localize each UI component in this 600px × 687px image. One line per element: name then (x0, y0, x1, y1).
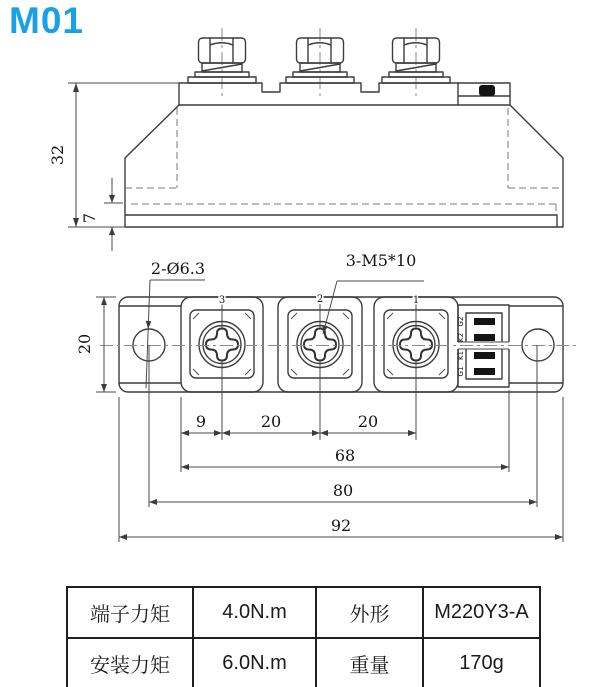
phillips-screw (199, 322, 245, 368)
bolt-terminal (188, 28, 256, 99)
terminal-number-3: 3 (218, 295, 226, 306)
dim-pitch-20a: 20 (260, 412, 282, 431)
dim-32: 32 (48, 144, 67, 166)
dim-68: 68 (334, 446, 356, 465)
outline-label: 外形 (316, 587, 423, 638)
pin-label-k2: K2 (457, 332, 465, 343)
page-title: M01 (9, 0, 84, 41)
weight-value: 170g (423, 638, 540, 687)
table-row (67, 587, 540, 638)
dim-pitch-9: 9 (195, 412, 207, 431)
dim-depth-20: 20 (75, 333, 94, 355)
top-view (100, 294, 580, 440)
spec-table (66, 586, 541, 687)
mounting-torque-label: 安装力矩 (67, 638, 193, 687)
outline-value: M220Y3-A (423, 587, 540, 638)
table-row (67, 638, 540, 687)
dim-7: 7 (80, 212, 99, 224)
pin-label-k1: K1 (457, 350, 465, 361)
side-view (125, 28, 563, 227)
mounting-torque-value: 6.0N.m (193, 638, 316, 687)
dim-pitch-20b: 20 (357, 412, 379, 431)
dim-92: 92 (330, 516, 352, 535)
terminal-number-1: 1 (412, 295, 420, 306)
terminal-number-2: 2 (316, 294, 324, 305)
bolt-terminal (286, 28, 354, 99)
callouts (146, 251, 424, 388)
side-view-dimensions (48, 83, 179, 251)
phillips-screw (393, 322, 439, 368)
terminal-torque-value: 4.0N.m (193, 587, 316, 638)
holes-callout: 2-Ø6.3 (150, 259, 206, 278)
bolt-terminal (382, 28, 450, 99)
phillips-screw (297, 322, 343, 368)
terminal-torque-label: 端子力矩 (67, 587, 193, 638)
dim-80: 80 (332, 481, 354, 500)
screws-callout: 3-M5*10 (345, 251, 417, 270)
pin-label-g2: G2 (457, 316, 465, 327)
weight-label: 重量 (316, 638, 423, 687)
connector-pin-side (479, 85, 495, 96)
pin-label-g1: G1 (457, 366, 465, 377)
